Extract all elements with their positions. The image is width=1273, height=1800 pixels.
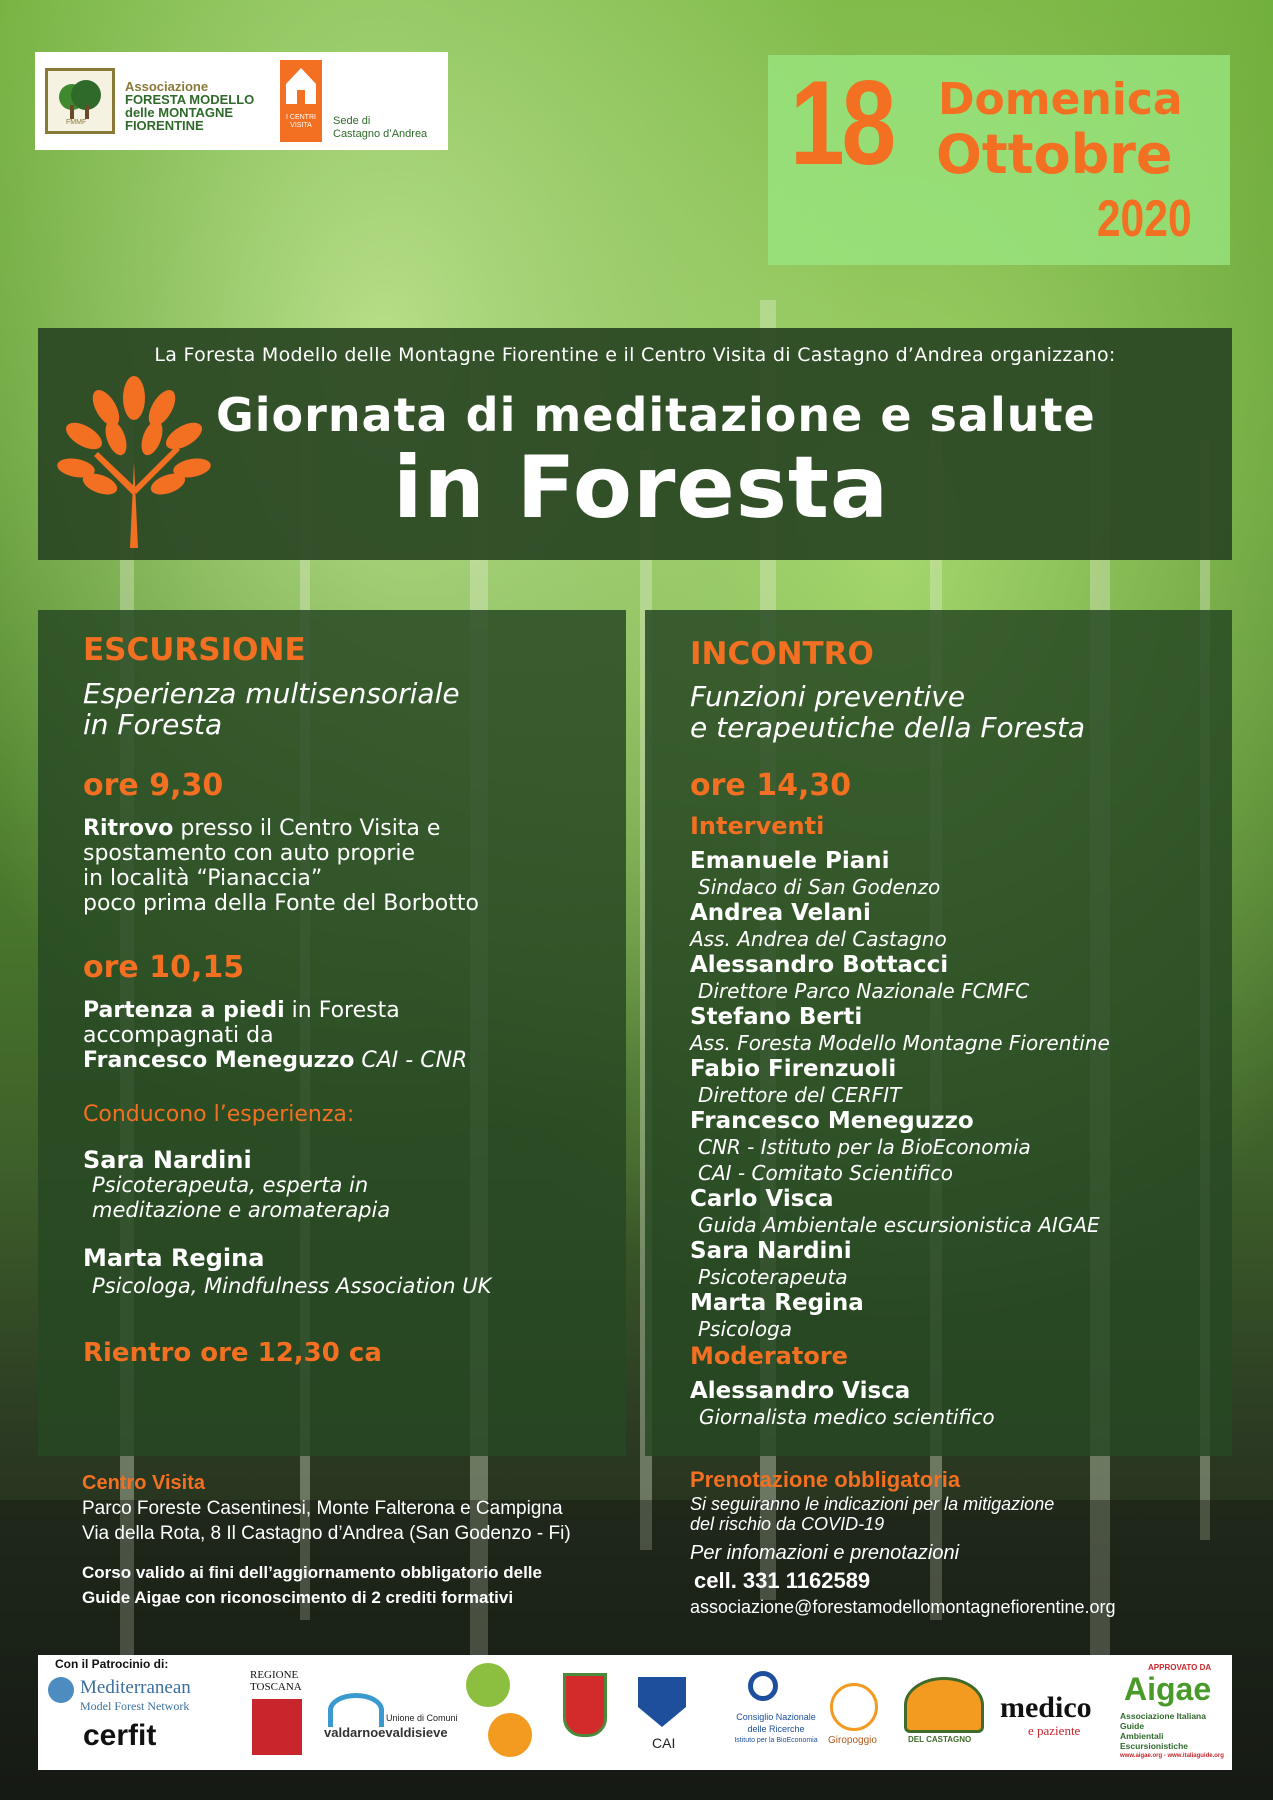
- time-1430: ore 14,30: [690, 768, 852, 803]
- speaker-role: Sindaco di San Godenzo: [698, 875, 941, 899]
- house-caption: I CENTRI VISITA: [286, 114, 316, 129]
- ritrovo-rest: presso il Centro Visita e: [173, 816, 441, 841]
- unione-text2: valdarnoevaldisieve: [324, 1725, 448, 1740]
- speaker-role: Psicologa: [698, 1317, 793, 1341]
- castagno-text: DEL CASTAGNO: [908, 1735, 972, 1744]
- unione-comuni-icon: [328, 1693, 384, 1727]
- moderator-role: Giornalista medico scientifico: [699, 1405, 995, 1429]
- lead1-role1: Psicoterapeuta, esperta in: [92, 1173, 369, 1197]
- foresta-modello-logo: [45, 68, 115, 134]
- lead1-role2: meditazione e aromaterapia: [92, 1198, 391, 1222]
- title-line1: Giornata di meditazione e salute: [216, 388, 1096, 442]
- municipal-crest-icon: [563, 1673, 607, 1737]
- speakers-list: [690, 848, 1220, 1342]
- date-month: Ottobre: [936, 123, 1173, 186]
- centro-line1: Parco Foreste Casentinesi, Monte Falterona e Campigna: [82, 1498, 563, 1519]
- sede-place: Castagno d’Andrea: [333, 128, 428, 140]
- booking-label: Prenotazione obbligatoria: [690, 1467, 961, 1492]
- speaker-item: [690, 1186, 1220, 1238]
- speaker-role: CAI - Comitato Scientifico: [698, 1161, 954, 1185]
- speaker-role: CNR - Istituto per la BioEconomia: [698, 1135, 1031, 1159]
- interventi-label: Interventi: [690, 812, 825, 840]
- speaker-name: Francesco Meneguzzo: [690, 1108, 974, 1134]
- speaker-item: [690, 1290, 1220, 1342]
- speaker-name: Stefano Berti: [690, 1004, 863, 1030]
- escursione-heading: ESCURSIONE: [83, 632, 306, 668]
- speaker-item: [690, 1238, 1220, 1290]
- unione-text1: Unione di Comuni: [386, 1713, 458, 1723]
- medico-logo: medico: [1000, 1691, 1092, 1724]
- lead1-name: Sara Nardini: [83, 1146, 252, 1174]
- speaker-item: [690, 1056, 1220, 1108]
- date-year: 2020: [1097, 190, 1192, 248]
- aigae-logo: Aigae: [1124, 1671, 1212, 1707]
- guide-name: Francesco Meneguzzo: [83, 1048, 355, 1073]
- covid-line1: Si seguiranno le indicazioni per la mitigazione: [690, 1494, 1055, 1514]
- lead-label: Conducono l’esperienza:: [83, 1102, 355, 1127]
- speaker-name: Emanuele Piani: [690, 848, 890, 874]
- ritrovo-line3: in località “Pianaccia”: [83, 866, 323, 891]
- aigae-text2: Ambientali Escursionistiche: [1120, 1731, 1189, 1751]
- moderator-name: Alessandro Visca: [690, 1378, 911, 1404]
- regione-toscana-icon: [252, 1699, 302, 1755]
- lead2-name: Marta Regina: [83, 1244, 265, 1272]
- speaker-role: Ass. Andrea del Castagno: [690, 927, 947, 951]
- centri-visita-logo: [280, 60, 322, 142]
- sponsors-box: [38, 1655, 1232, 1770]
- corso-line2: Guide Aigae con riconoscimento di 2 crediti formativi: [82, 1588, 514, 1607]
- sede-label: Sede di: [333, 115, 371, 127]
- giropoggio-text: Giropoggio: [828, 1735, 877, 1746]
- orange-circle-icon: [488, 1713, 532, 1757]
- speaker-name: Fabio Firenzuoli: [690, 1056, 897, 1082]
- lead2-role: Psicologa, Mindfulness Association UK: [92, 1274, 492, 1298]
- escursione-panel: [38, 610, 626, 1456]
- organizers-line: La Foresta Modello delle Montagne Fiorentine e il Centro Visita di Castagno d’Andrea organizzano:: [154, 344, 1116, 366]
- cai-shield-icon: [638, 1677, 686, 1727]
- cnr-text2: delle Ricerche: [747, 1724, 805, 1734]
- cai-text: CAI: [652, 1735, 676, 1751]
- giropoggio-icon: [830, 1683, 878, 1731]
- time-1015: ore 10,15: [83, 950, 245, 985]
- aigae-text1: Associazione Italiana Guide: [1120, 1711, 1206, 1731]
- escursione-subtitle2: in Foresta: [83, 708, 223, 741]
- mediterranean-logo-sub: Model Forest Network: [80, 1699, 190, 1713]
- date-day: 18: [790, 56, 893, 190]
- title-line2: in Foresta: [393, 438, 890, 538]
- incontro-heading: INCONTRO: [690, 636, 874, 672]
- incontro-subtitle1: Funzioni preventive: [690, 680, 966, 713]
- cnr-text1: Consiglio Nazionale: [736, 1712, 816, 1722]
- guide-org: CAI - CNR: [354, 1048, 468, 1073]
- corso-line1: Corso valido ai fini dell’aggiornamento obbligatorio delle: [82, 1563, 542, 1582]
- orange-tree-icon: [54, 376, 214, 548]
- assoc-line3: delle MONTAGNE: [125, 105, 234, 120]
- speaker-role: Guida Ambientale escursionistica AIGAE: [698, 1213, 1100, 1237]
- escursione-subtitle1: Esperienza multisensoriale: [83, 677, 460, 710]
- speaker-name: Alessandro Bottacci: [690, 952, 949, 978]
- regione-text2: TOSCANA: [250, 1681, 302, 1693]
- assoc-line1: Associazione: [125, 79, 209, 94]
- booking-info: [690, 1466, 1230, 1618]
- cerfit-logo: cerfit: [83, 1719, 157, 1752]
- speaker-item: [690, 1108, 1220, 1186]
- partenza-bold: Partenza a piedi: [83, 998, 285, 1023]
- medico-sub: e paziente: [1028, 1723, 1081, 1738]
- speaker-role: Psicoterapeuta: [698, 1265, 848, 1289]
- speaker-item: [690, 952, 1220, 1004]
- incontro-panel: [645, 610, 1232, 1456]
- date-weekday: Domenica: [938, 74, 1183, 125]
- assoc-line2: FORESTA MODELLO: [125, 92, 255, 107]
- info-line: Per infomazioni e prenotazioni: [690, 1542, 960, 1564]
- centro-label: Centro Visita: [82, 1472, 205, 1494]
- speaker-item: [690, 848, 1220, 900]
- time-930: ore 9,30: [83, 768, 224, 803]
- assoc-line4: FIORENTINE: [125, 118, 204, 133]
- covid-line2: del rischio da COVID-19: [690, 1514, 885, 1534]
- centro-line2: Via della Rota, 8 Il Castagno d’Andrea (San Godenzo - Fi): [82, 1523, 571, 1544]
- email-address[interactable]: associazione@forestamodellomontagnefiorentine.org: [690, 1597, 1116, 1617]
- mediterranean-logo-text: Mediterranean: [80, 1677, 191, 1698]
- patronage-label: Con il Patrocinio di:: [55, 1657, 169, 1671]
- speaker-name: Marta Regina: [690, 1290, 864, 1316]
- partenza-line2: accompagnati da: [83, 1023, 274, 1048]
- andrea-castagno-logo: [904, 1677, 984, 1733]
- event-date-box: [768, 55, 1230, 265]
- aigae-url: www.aigae.org - www.italiaguide.org: [1120, 1753, 1224, 1759]
- title-band: [38, 328, 1232, 560]
- aigae-top-text: APPROVATO DA: [1148, 1663, 1212, 1672]
- cnr-text3: Istituto per la BioEconomia: [734, 1737, 818, 1744]
- phone-number: cell. 331 1162589: [694, 1568, 871, 1593]
- return-time: Rientro ore 12,30 ca: [83, 1338, 382, 1368]
- castle-caption: FMMF: [66, 119, 87, 126]
- speaker-role: Direttore Parco Nazionale FCMFC: [698, 979, 1030, 1003]
- regione-text1: REGIONE: [250, 1669, 299, 1681]
- speaker-item: [690, 1004, 1220, 1056]
- speaker-name: Carlo Visca: [690, 1186, 834, 1212]
- mediterranean-icon: [48, 1677, 74, 1703]
- partenza-rest: in Foresta: [284, 998, 400, 1023]
- moderator-label: Moderatore: [690, 1342, 848, 1370]
- ritrovo-line2: spostamento con auto proprie: [83, 841, 416, 866]
- cnr-icon: [748, 1671, 778, 1701]
- speaker-role: Direttore del CERFIT: [698, 1083, 902, 1107]
- speaker-item: [690, 900, 1220, 952]
- association-logo-box: [35, 52, 448, 150]
- centro-visita-info: [82, 1470, 682, 1610]
- speaker-role: Ass. Foresta Modello Montagne Fiorentine: [690, 1031, 1110, 1055]
- green-hand-icon: [466, 1663, 510, 1707]
- incontro-subtitle2: e terapeutiche della Foresta: [690, 711, 1086, 744]
- ritrovo-line4: poco prima della Fonte del Borbotto: [83, 891, 479, 916]
- speaker-name: Andrea Velani: [690, 900, 871, 926]
- ritrovo-bold: Ritrovo: [83, 816, 174, 841]
- speaker-name: Sara Nardini: [690, 1238, 852, 1264]
